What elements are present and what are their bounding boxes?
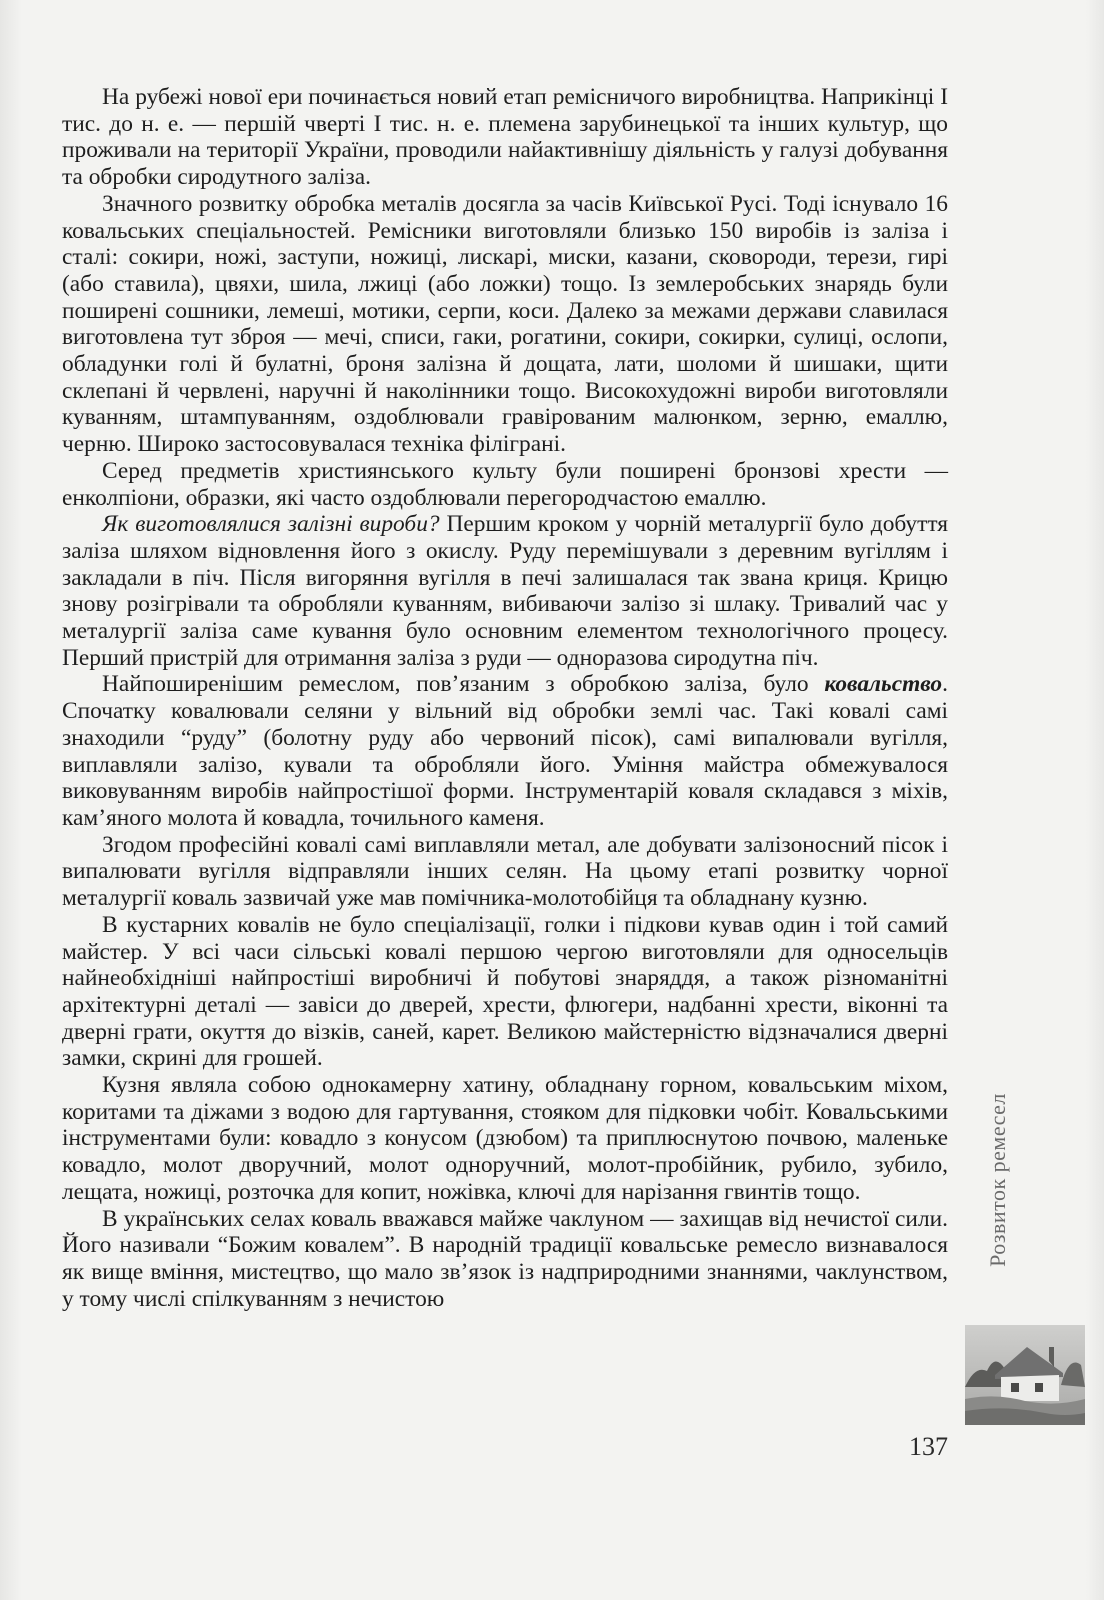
- paragraph: Згодом професійні ковалі самі виплавляли метал, але добувати залізоносний пісок і випалювати вугілля відправляли інших селян. На цьому етапі розвитку чорної металургії коваль зазвичай уже мав помічника-молотобійця та обладнану кузню.: [62, 831, 948, 912]
- page-right-shadow: [1086, 0, 1104, 1600]
- page-number: 137: [909, 1432, 948, 1461]
- paragraph: На рубежі нової ери починається новий етап ремісничого виробництва. Наприкінці І тис. до н. е. — першій чверті І тис. н. е. племена зарубинецької та інших культур, що проживали на території України, проводили найактивнішу діяльність у галузі добування та обробки сиродутного заліза.: [62, 84, 948, 191]
- village-illustration: [965, 1325, 1085, 1425]
- paragraph: В кустарних ковалів не було спеціалізації, голки і підкови кував один і той самий майстер. У всі часи сільські ковалі першою чергою виготовляли для односельців найнеобхідніші найпростіші виробничі й побутові знаряддя, а також різноманітні архітектурні деталі — завіси до дверей, хрести, флюгери, надбанні хрести, віконні та дверні грати, окуття до візків, саней, карет. Великою майстерністю відзначалися дверні замки, скрині для грошей.: [62, 911, 948, 1072]
- section-side-label: [958, 1060, 1038, 1300]
- paragraph: Серед предметів християнського культу були поширені бронзові хрести — енколпіони, образки, які часто оздоблювали перегородчастою емаллю.: [62, 457, 948, 511]
- body-text: [62, 84, 948, 1312]
- village-house-icon: [965, 1325, 1085, 1425]
- paragraph: Найпоширенішим ремеслом, пов’язаним з обробкою заліза, було ковальство. Спочатку ковалювали селяни у вільний від обробки землі час. Такі ковалі самі знаходили “руду” (болотну руду або червоний пісок), самі випалювали вугілля, виплавляли залізо, кували та обробляли його. Уміння майстра обмежувалося виковуванням виробів найпростішої форми. Інструментарій коваля складався з міхів, кам’яного молота й ковадла, точильного каменя.: [62, 671, 948, 831]
- paragraph: Як виготовлялися залізні вироби? Першим кроком у чорній металургії було добуття заліза шляхом відновлення його з окислу. Руду перемішували з деревним вугіллям і закладали в піч. Після вигоряння вугілля в печі залишалася так звана криця. Крицю знову розігрівали та обробляли куванням, вибиваючи залізо зі шлаку. Тривалий час у металургії заліза саме кування було основним елементом технологічного процесу. Перший пристрій для отримання заліза з руди — одноразова сиродутна піч.: [62, 511, 948, 671]
- paragraph: Кузня являла собою однокамерну хатину, обладнану горном, ковальським міхом, коритами та діжами з водою для гартування, стояком для підковки чобіт. Ковальськими інструментами були: ковадло з конусом (дзюбом) та приплюснутою почвою, маленьке ковадло, молот дворучний, молот одноручний, молот-пробійник, рубило, зубило, лещата, ножиці, розточка для копит, ножівка, ключі для нарізання гвинтів тощо.: [62, 1072, 948, 1205]
- section-side-label-text: Розвиток ремесел: [985, 1093, 1010, 1267]
- paragraph: В українських селах коваль вважався майже чаклуном — захищав від нечистої сили. Його називали “Божим ковалем”. В народній традиції ковальське ремесло визнавалося як вище вміння, мистецтво, що мало зв’язок із надприродними знаннями, чаклунством, у тому числі спілкуванням з нечистою: [62, 1205, 948, 1312]
- italic-question: Як виготовлялися залізні вироби?: [102, 511, 440, 538]
- page-left-shadow: [0, 0, 22, 1600]
- paragraph: Значного розвитку обробка металів досягла за часів Київської Русі. Тоді існувало 16 ковальських спеціальностей. Ремісники виготовляли близько 150 виробів із заліза і сталі: сокири, ножі, заступи, ножиці, лискарі, миски, казани, сковороди, терези, гирі (або ставила), цвяхи, шила, лжиці (або ложки) тощо. Із землеробських знарядь були поширені сошники, лемеші, мотики, серпи, коси. Далеко за межами держави славилася виготовлена тут зброя — мечі, списи, гаки, рогатини, сокири, сокирки, сулиці, ослопи, обладунки голі й булатні, броня залізна й дощата, лати, шоломи й шишаки, щити склепані й червлені, наручні й наколінники тощо. Високохудожні вироби виготовляли куванням, штампуванням, оздоблювали гравірованим малюнком, зерню, емаллю, черню. Широко застосовувалася техніка філіграні.: [62, 190, 948, 458]
- bold-italic-term: ковальство: [824, 671, 943, 698]
